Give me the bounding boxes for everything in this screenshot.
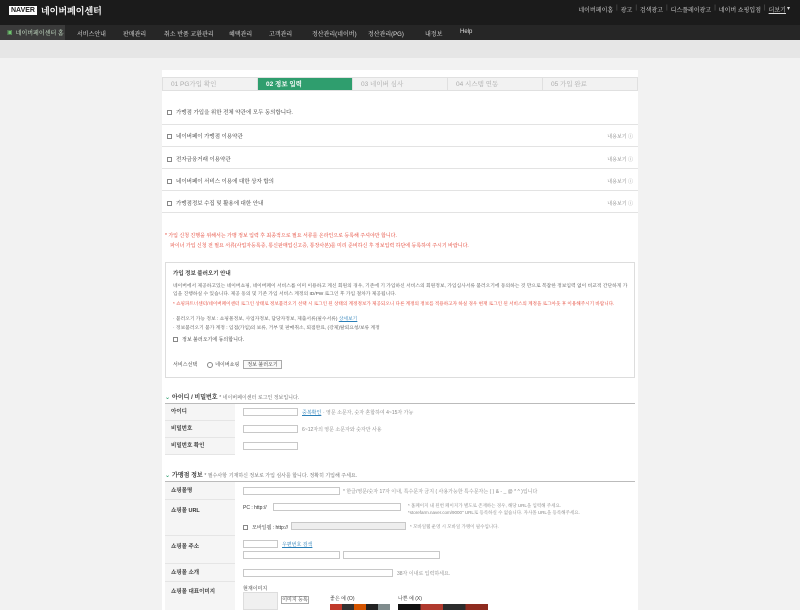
nav-item-help[interactable]: Help	[460, 29, 473, 35]
import-bullet-2: · 정보불러오기 불가 계정 : 입점(가입)의 보류, 거부 및 판매취소, 퇴점완료, (강제)탈퇴요청/보류 계정	[173, 326, 380, 331]
info-icon: ⓘ	[627, 133, 633, 140]
agreement-row[interactable]	[167, 155, 633, 163]
account-section-title: ⌄ 아이디 / 비밀번호 * 네이버페이센터 로그인 정보입니다.	[165, 395, 300, 401]
nav-item-settlement-pg[interactable]: 정산관리(PG)	[368, 32, 404, 38]
step-indicator	[162, 77, 638, 91]
info-icon: ⓘ	[627, 156, 633, 163]
import-warning: * 쇼핑파트너센터/네이버페이센터 로그인 상태로 정보불러오기 선택 시 로그인 된 상태의 계정정보가 제공되오니 다른 계정의 정보를 적용하고자 하실 경우 현재 로그인 된 서비스의 계정을 로그아웃 후 이용해주시기 바랍니다.	[173, 301, 615, 306]
step-3: 03 네이버 심사	[352, 77, 447, 91]
nav-home[interactable]	[0, 25, 65, 40]
service-select-label: 서비스선택	[173, 362, 198, 368]
address-detail-input[interactable]	[343, 551, 440, 559]
mall-name-label: 쇼핑몰명	[165, 482, 235, 500]
agreement-row[interactable]	[167, 199, 633, 207]
top-links: 네이버페이홈 | 광고 | 검색광고 | 디스플레이광고 | 네이버 쇼핑입점 | 더보기 ▾	[578, 5, 790, 14]
detail-link[interactable]: 상세보기	[338, 317, 358, 322]
required-note: * 필수사항	[204, 473, 228, 479]
agreement-row[interactable]	[167, 132, 633, 140]
mall-address-label: 쇼핑몰 주소	[165, 536, 235, 564]
agreement-row[interactable]	[167, 177, 633, 185]
site-title: 네이버페이센터	[40, 5, 102, 16]
import-desc: 네이버에서 제공하고있는 네이버쇼핑, 네이버페이 서비스를 이미 이용하고 계신 회원의 경우, 기존에 기 가입하신 서비스의 회원정보, 가입심사서류 불러오기에 동의하는 것 만으로 복잡한 정보입력 없이 비교적 간단하게 가입을 진행하실 수 있습니다. 제공 동의 및 기존 가입 서비스 계정의 ID/PW 로그인 후 가입 절차가 제공됩니다.	[173, 284, 628, 297]
view-link[interactable]: 내용보기 ⓘ	[607, 200, 633, 207]
logo[interactable]	[9, 4, 102, 16]
import-agree-label: 정보 불러오기에 동의합니다.	[182, 337, 245, 343]
import-bullet-1: · 불러오기 가능 정보 : 쇼핑몰정보, 사업자정보, 담당자정보, 제출서류(필수서류) 상세보기	[173, 317, 358, 322]
nav-item-settlement-naver[interactable]: 정산관리(네이버)	[312, 32, 357, 38]
notice-line-2: 파이너 가입 신청 전 필요 서류(사업자등록증, 통신판매업신고증, 통장사본)를 미리 준비하신 후 정보입력 하단에 등록하여 주시기 바랍니다.	[170, 243, 469, 249]
password-label: 비밀번호	[165, 421, 235, 438]
divider	[162, 124, 638, 125]
merchant-section-sub: 기재하신 정보로 가입 심사를 합니다. 정확히 기입해 주세요.	[228, 473, 358, 479]
password-input[interactable]	[243, 425, 298, 433]
info-icon: ⓘ	[627, 200, 633, 207]
nav-item-customer[interactable]: 고객관리	[269, 32, 293, 38]
password-confirm-input[interactable]	[243, 442, 298, 450]
divider	[162, 212, 638, 213]
chevron-down-icon: ⌄	[165, 473, 171, 479]
nav-item-benefit[interactable]: 혜택관리	[229, 32, 253, 38]
import-info-box	[165, 262, 635, 378]
mobile-url-checkbox[interactable]	[243, 525, 248, 530]
top-link-shopping[interactable]: 네이버 쇼핑입점	[718, 8, 762, 14]
import-agree-row[interactable]	[173, 336, 244, 343]
mobile-url-prefix: 모바일웹 : http://	[252, 525, 288, 531]
account-section-sub: * 네이버페이센터 로그인 정보입니다.	[219, 395, 300, 401]
step-4: 04 시스템 연동	[447, 77, 542, 91]
current-image-label: 현재이미지	[243, 586, 268, 592]
agreement-checkbox[interactable]	[167, 179, 172, 184]
pc-url-input[interactable]	[273, 503, 401, 511]
mall-image-label: 쇼핑몰 대표이미지	[165, 582, 235, 610]
subheader-band	[0, 40, 800, 58]
step-2-active: 02 정보 입력	[257, 77, 352, 91]
naver-logo-badge: NAVER	[11, 6, 35, 14]
zip-search-link[interactable]: 우편번호 검색	[282, 542, 313, 548]
current-image-preview	[243, 592, 278, 610]
id-label: 아이디	[165, 404, 235, 421]
mall-name-hint: * 한글/영문/숫자 17자 이내, 특수문자 금지 ( 사용가능한 특수문자는 ( ) & - _ @ * ^ )입니다	[343, 489, 538, 495]
import-agree-checkbox[interactable]	[173, 337, 178, 342]
agreement-checkbox[interactable]	[167, 201, 172, 206]
mobile-url-input[interactable]	[291, 522, 406, 530]
chevron-down-icon: ⌄	[165, 395, 171, 401]
agreement-checkbox[interactable]	[167, 157, 172, 162]
load-info-button[interactable]: 정보 불러오기	[243, 360, 281, 369]
url-hint-1: * 홈페이지 내 된번 페이지가 별도로 존재하는 경우, 해당 URL을 입력해 주세요.	[408, 503, 562, 508]
view-link[interactable]: 내용보기 ⓘ	[607, 178, 633, 185]
bad-example-images	[398, 604, 488, 610]
id-hint: · 영문 소문자, 숫자 혼합하여 4~15자 가능	[323, 410, 414, 416]
main-nav	[0, 25, 800, 40]
top-link-search-ad[interactable]: 검색광고	[639, 8, 664, 14]
good-example-images	[330, 604, 390, 610]
top-link-more[interactable]: 더보기	[768, 8, 786, 14]
agree-all-row[interactable]	[167, 108, 633, 116]
pc-url-prefix: PC : http://	[243, 505, 267, 511]
agree-all-checkbox[interactable]	[167, 110, 172, 115]
divider	[162, 146, 638, 147]
password-confirm-label: 비밀번호 확인	[165, 438, 235, 455]
mall-intro-label: 쇼핑몰 소개	[165, 564, 235, 582]
divider	[165, 481, 635, 482]
nav-item-service[interactable]: 서비스안내	[77, 32, 106, 38]
mobile-url-row	[243, 524, 288, 531]
zip-input[interactable]	[243, 540, 278, 548]
nav-item-sales[interactable]: 판매관리	[123, 32, 147, 38]
id-input[interactable]	[243, 408, 298, 416]
info-icon: ⓘ	[627, 178, 633, 185]
mall-intro-input[interactable]	[243, 569, 393, 577]
agreement-label: 네이버페이 서비스 이용에 대한 상자 합의	[176, 179, 274, 185]
agreement-label: 전자금융거래 이용약관	[176, 157, 231, 163]
agreement-label: 네이버페이 가맹점 이용약관	[176, 134, 243, 140]
nav-home-label: 네이버페이센터 홈	[15, 31, 64, 37]
step-5: 05 가입 완료	[542, 77, 638, 91]
top-link-ad[interactable]: 광고	[620, 8, 633, 14]
agree-all-label: 가맹점 가입을 위한 전체 약관에 모두 동의합니다.	[176, 110, 293, 116]
bad-example-label: 나쁜 예 (X)	[398, 596, 422, 602]
mobile-url-hint: * 모바일웹 운영 시 모바일 가맹이 필수입니다.	[410, 524, 499, 529]
service-option-label: 네이버쇼핑	[215, 362, 240, 368]
chevron-down-icon: ▾	[786, 6, 790, 12]
top-bar	[0, 0, 800, 25]
step-1: 01 PG가입 확인	[162, 77, 257, 91]
notice-line-1: * 가입 신청 진행을 위해서는 가맹 정보 입력 후 최종적으로 필요 서류를 온라인으로 등록해 주셔야만 합니다.	[165, 233, 397, 239]
home-icon: ▣	[7, 30, 13, 36]
merchant-section-title: ⌄ 가맹점 정보 * 필수사항 기재하신 정보로 가입 심사를 합니다. 정확히 기입해 주세요.	[165, 473, 358, 479]
view-link[interactable]: 내용보기 ⓘ	[607, 133, 633, 140]
nav-item-cancel-return[interactable]: 취소 반품 교환관리	[164, 32, 214, 38]
view-link[interactable]: 내용보기 ⓘ	[607, 156, 633, 163]
divider	[162, 190, 638, 191]
agreement-label: 가맹점정보 수집 및 활용에 대한 안내	[176, 201, 264, 207]
url-hint-2: *storefarm.naver.com/9000" URL로 등록하실 수 없습니다. 자사몰 URL을 등록해주세요.	[408, 510, 580, 515]
nav-item-my-info[interactable]: 내정보	[425, 32, 443, 38]
top-link-display-ad[interactable]: 디스플레이광고	[670, 8, 712, 14]
good-example-label: 좋은 예 (O)	[330, 596, 355, 602]
divider	[162, 168, 638, 169]
address-input[interactable]	[243, 551, 340, 559]
service-select-row	[173, 360, 282, 369]
image-register-button[interactable]: 이미지 등록	[282, 597, 308, 603]
agreement-checkbox[interactable]	[167, 134, 172, 139]
top-link-naverpay-home[interactable]: 네이버페이홈	[578, 8, 614, 14]
mall-url-label: 쇼핑몰 URL	[165, 500, 235, 536]
mall-name-input[interactable]	[243, 487, 340, 495]
mall-intro-hint: 38자 이내로 입력하세요.	[397, 571, 451, 577]
password-hint: 6~12자의 영문 소문자와 숫자만 사용	[302, 427, 382, 433]
id-check-link[interactable]: 중복확인	[302, 410, 322, 416]
service-radio[interactable]	[207, 362, 213, 368]
divider	[165, 403, 635, 404]
import-title: 가입 정보 불러오기 안내	[173, 271, 231, 277]
